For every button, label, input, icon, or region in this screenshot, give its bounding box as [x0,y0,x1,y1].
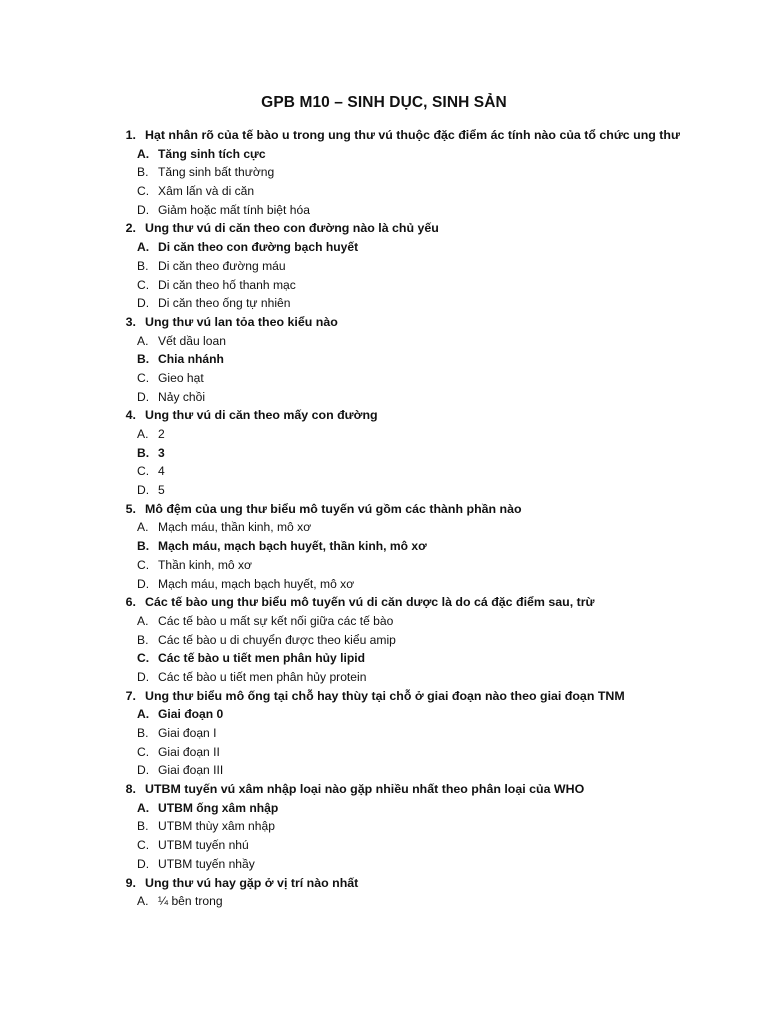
document-title: GPB M10 – SINH DỤC, SINH SẢN [261,94,507,111]
question-6 [110,593,750,612]
option-text: 3 [158,445,165,460]
option-letter: A. [137,240,150,255]
option-text: Các tế bào u di chuyển được theo kiểu amip [158,632,396,647]
option-letter: C. [137,744,150,759]
question-text: Ung thư vú di căn theo mấy con đường [145,408,378,423]
question-8 [110,780,750,799]
option-text: Xâm lấn và di căn [158,184,255,199]
option-text: Mạch máu, mạch bạch huyết, thần kinh, mô xơ [158,539,427,554]
option-text: UTBM tuyến nhầy [158,856,255,871]
question-3 [110,313,750,332]
answer-option [110,238,750,257]
option-text: Giai đoạn II [158,744,220,759]
question-number: 7. [125,688,136,703]
answer-option [110,817,750,836]
answer-option [110,294,750,313]
option-text: Gieo hạt [158,370,204,385]
question-text: Ung thư biểu mô ống tại chỗ hay thùy tại chỗ ở giai đoạn nào theo giai đoạn TNM [145,688,625,703]
option-text: UTBM thùy xâm nhập [158,819,275,834]
option-letter: D. [137,669,150,684]
answer-option [110,705,750,724]
answer-option [110,892,750,911]
option-letter: A. [137,894,149,909]
option-text: Di căn theo ống tự nhiên [158,296,291,311]
question-1 [110,126,750,145]
option-letter: B. [137,819,149,834]
answer-option [110,425,750,444]
option-letter: C. [137,370,150,385]
answer-option [110,743,750,762]
option-letter: B. [137,539,150,554]
answer-option [110,257,750,276]
answer-option [110,369,750,388]
answer-option [110,761,750,780]
option-text: 2 [158,427,165,441]
option-letter: A. [137,427,149,441]
option-text: Các tế bào u tiết men phân hủy lipid [158,651,365,666]
option-letter: B. [137,258,149,273]
question-7 [110,687,750,706]
option-text: Nảy chồi [158,389,206,404]
question-number: 5. [125,501,136,516]
answer-option [110,518,750,537]
option-text: Giảm hoặc mất tính biệt hóa [158,202,310,217]
option-letter: A. [137,333,149,348]
option-letter: B. [137,352,150,367]
option-text: Vết dầu loan [158,333,226,348]
answer-option [110,332,750,351]
answer-option [110,799,750,818]
question-text: Ung thư vú hay gặp ở vị trí nào nhất [145,875,359,890]
option-text: Giai đoạn 0 [158,707,224,722]
option-letter: A. [137,800,150,815]
option-letter: A. [137,520,149,535]
answer-option [110,350,750,369]
answer-option [110,855,750,874]
option-letter: A. [137,613,149,628]
option-text: Giai đoạn III [158,763,224,778]
question-5 [110,500,750,519]
option-letter: D. [137,483,150,498]
option-text: Tăng sinh bất thường [158,165,275,180]
option-letter: A. [137,707,150,722]
answer-option [110,631,750,650]
option-text: Các tế bào u tiết men phân hủy protein [158,669,367,684]
option-letter: D. [137,389,150,404]
answer-option [110,836,750,855]
option-text: Mạch máu, thần kinh, mô xơ [158,520,312,535]
answer-option [110,649,750,668]
question-text: UTBM tuyến vú xâm nhập loại nào gặp nhiều nhất theo phân loại của WHO [145,782,585,797]
answer-option [110,481,750,500]
question-number: 4. [125,408,136,423]
option-letter: B. [137,632,149,647]
question-2 [110,219,750,238]
option-letter: B. [137,445,150,460]
question-text: Ung thư vú lan tỏa theo kiểu nào [145,314,338,329]
option-text: Chia nhánh [158,352,224,367]
option-text: Di căn theo đường máu [158,258,286,273]
answer-option [110,182,750,201]
answer-option [110,145,750,164]
option-letter: D. [137,202,150,217]
option-text: 4 [158,464,165,479]
option-text: Di căn theo hố thanh mạc [158,277,296,292]
option-letter: D. [137,296,150,311]
option-letter: B. [137,165,149,180]
answer-option [110,612,750,631]
answer-option [110,276,750,295]
option-letter: C. [137,838,150,853]
question-text: Mô đệm của ung thư biểu mô tuyến vú gồm các thành phần nào [145,501,522,516]
option-letter: C. [137,651,150,666]
option-text: Các tế bào u mất sự kết nối giữa các tế bào [158,613,394,628]
option-letter: D. [137,576,150,591]
option-letter: A. [137,146,150,161]
option-text: Giai đoạn I [158,726,217,740]
question-9 [110,874,750,893]
question-number: 3. [125,314,136,329]
option-text: Mạch máu, mạch bạch huyết, mô xơ [158,576,355,591]
option-letter: C. [137,184,150,199]
option-letter: C. [137,464,150,479]
question-number: 6. [125,595,136,610]
answer-option [110,163,750,182]
question-text: Các tế bào ung thư biểu mô tuyến vú di căn dược là do cá đặc điểm sau, trừ [145,595,595,610]
option-text: UTBM ống xâm nhập [158,800,279,815]
answer-option [110,444,750,463]
question-4 [110,406,750,425]
option-text: Thần kinh, mô xơ [158,557,252,572]
answer-option [110,724,750,743]
question-number: 8. [125,782,136,797]
question-text: Hạt nhân rõ của tế bào u trong ung thư vú thuộc đặc điểm ác tính nào của tổ chức ung thư [145,128,680,142]
answer-option [110,388,750,407]
answer-option [110,462,750,481]
option-text: UTBM tuyến nhú [158,838,249,853]
option-letter: B. [137,726,149,740]
option-text: ¼ bên trong [158,894,223,909]
question-number: 2. [125,221,136,236]
question-text: Ung thư vú di căn theo con đường nào là chủ yếu [145,221,439,236]
question-number: 1. [125,128,136,142]
option-letter: D. [137,763,150,778]
answer-option [110,537,750,556]
option-letter: C. [137,557,150,572]
option-text: Tăng sinh tích cực [158,146,266,161]
option-letter: D. [137,856,150,871]
answer-option [110,668,750,687]
question-number: 9. [125,875,136,890]
question-list [110,126,750,911]
answer-option [110,575,750,594]
option-text: Di căn theo con đường bạch huyết [158,240,359,255]
answer-option [110,556,750,575]
option-text: 5 [158,483,165,498]
option-letter: C. [137,277,150,292]
answer-option [110,201,750,220]
